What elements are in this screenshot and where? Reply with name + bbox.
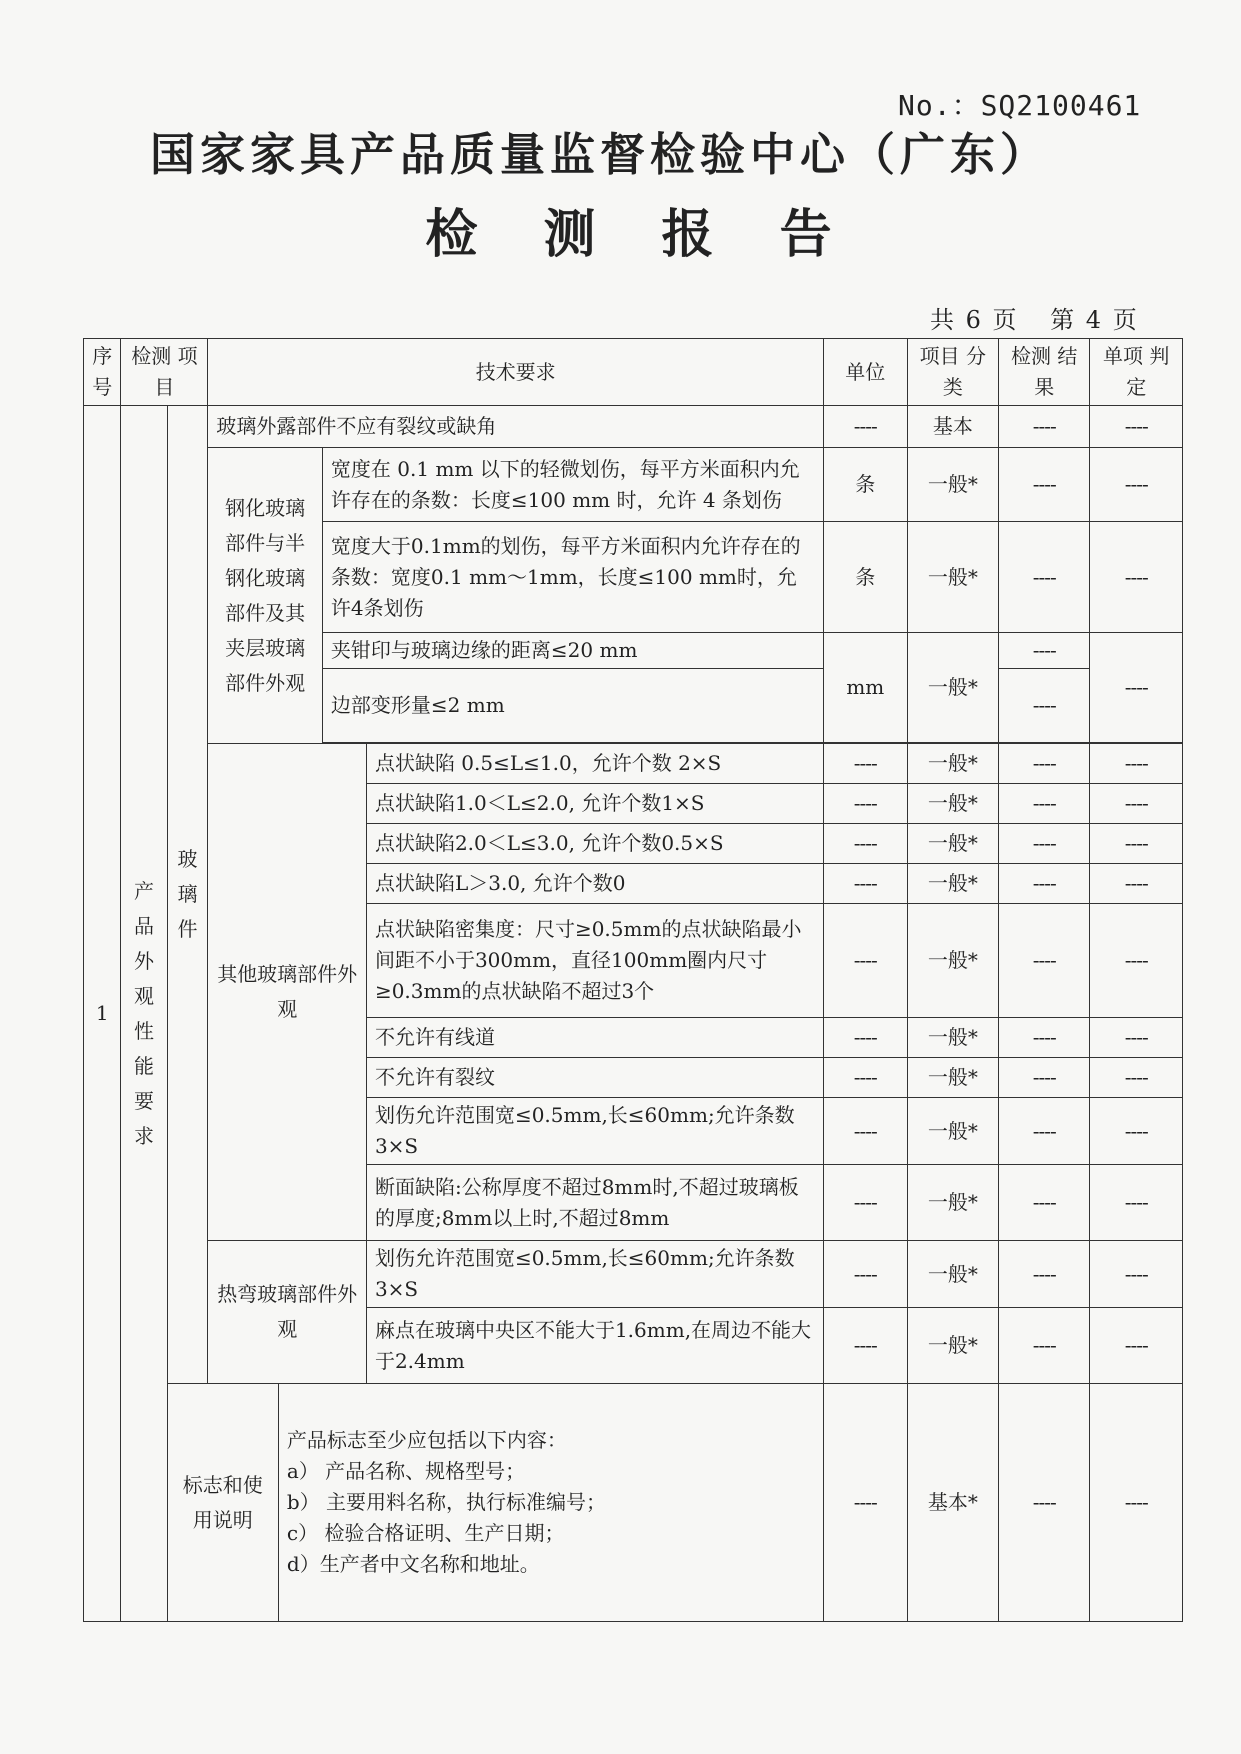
judgement-cell: ---- bbox=[1090, 864, 1183, 904]
judgement-cell: ---- bbox=[1090, 824, 1183, 864]
category-cell: 一般* bbox=[907, 1018, 998, 1058]
marking-requirement-cell bbox=[278, 1384, 823, 1622]
category-cell: 一般* bbox=[907, 744, 998, 784]
header-category: 项目 分类 bbox=[907, 339, 998, 406]
result-cell: ---- bbox=[999, 1165, 1090, 1241]
group-label: 产品外观性能要求 bbox=[121, 406, 167, 1622]
table-row bbox=[84, 406, 1183, 448]
header-requirement: 技术要求 bbox=[208, 339, 824, 406]
unit-cell: ---- bbox=[823, 784, 907, 824]
category-cell: 基本* bbox=[907, 1384, 998, 1622]
seq-cell: 1 bbox=[84, 406, 121, 1622]
header-item: 检测 项目 bbox=[121, 339, 208, 406]
header-seq: 序 号 bbox=[84, 339, 121, 406]
requirement-cell: 点状缺陷2.0＜L≤3.0, 允许个数0.5×S bbox=[366, 824, 823, 864]
judgement-cell: ---- bbox=[1090, 784, 1183, 824]
requirement-cell: 点状缺陷密集度：尺寸≥0.5mm的点状缺陷最小间距不小于300mm，直径100mm圈内尺寸≥0.3mm的点状缺陷不超过3个 bbox=[366, 904, 823, 1018]
result-cell: ---- bbox=[999, 864, 1090, 904]
category-cell: 一般* bbox=[907, 824, 998, 864]
judgement-cell: ---- bbox=[1090, 522, 1183, 633]
judgement-cell: ---- bbox=[1090, 1308, 1183, 1384]
table-row bbox=[84, 1241, 1183, 1308]
marking-label: 标志和使用说明 bbox=[167, 1384, 278, 1622]
header-judgement: 单项 判定 bbox=[1090, 339, 1183, 406]
result-cell: ---- bbox=[999, 744, 1090, 784]
judgement-cell: ---- bbox=[1090, 1018, 1183, 1058]
list-item: a） 产品名称、规格型号； bbox=[286, 1459, 526, 1483]
category-cell: 基本 bbox=[907, 406, 998, 448]
category-cell: 一般* bbox=[907, 633, 998, 743]
judgement-cell: ---- bbox=[1090, 744, 1183, 784]
result-cell: ---- bbox=[999, 1384, 1090, 1622]
table-header-row bbox=[84, 339, 1183, 406]
result-cell: ---- bbox=[999, 1308, 1090, 1384]
category-cell: 一般* bbox=[907, 448, 998, 522]
unit-cell: 条 bbox=[823, 522, 907, 633]
judgement-cell: ---- bbox=[1090, 1241, 1183, 1308]
list-item: c） 检验合格证明、生产日期； bbox=[286, 1521, 565, 1545]
unit-cell: ---- bbox=[823, 1058, 907, 1098]
result-cell: ---- bbox=[999, 784, 1090, 824]
judgement-cell: ---- bbox=[1090, 904, 1183, 1018]
requirement-cell: 宽度在 0.1 mm 以下的轻微划伤，每平方米面积内允许存在的条数：长度≤100 mm 时，允许 4 条划伤 bbox=[322, 448, 823, 522]
unit-cell: ---- bbox=[823, 1018, 907, 1058]
unit-cell: ---- bbox=[823, 1308, 907, 1384]
judgement-cell: ---- bbox=[1090, 406, 1183, 448]
header-unit: 单位 bbox=[823, 339, 907, 406]
tempered-glass-label: 钢化玻璃部件与半钢化玻璃部件及其夹层玻璃部件外观 bbox=[208, 448, 323, 744]
requirement-cell: 划伤允许范围宽≤0.5mm,长≤60mm;允许条数 3×S bbox=[366, 1241, 823, 1308]
list-item: b） 主要用料名称，执行标准编号； bbox=[286, 1490, 607, 1514]
marking-list bbox=[287, 1456, 815, 1580]
document-title: 检 测 报 告 bbox=[425, 204, 856, 265]
requirement-cell: 断面缺陷:公称厚度不超过8mm时,不超过玻璃板的厚度;8mm以上时,不超过8mm bbox=[366, 1165, 823, 1241]
result-cell: ---- bbox=[999, 406, 1090, 448]
result-cell: ---- bbox=[999, 669, 1090, 743]
result-cell: ---- bbox=[999, 448, 1090, 522]
unit-cell: ---- bbox=[823, 744, 907, 784]
marking-intro: 产品标志至少应包括以下内容： bbox=[286, 1428, 567, 1452]
unit-cell: ---- bbox=[823, 1165, 907, 1241]
requirement-cell: 夹钳印与玻璃边缘的距离≤20 mm bbox=[322, 633, 823, 669]
category-cell: 一般* bbox=[907, 784, 998, 824]
table-row bbox=[84, 1384, 1183, 1622]
category-cell: 一般* bbox=[907, 1165, 998, 1241]
unit-cell: ---- bbox=[823, 864, 907, 904]
page-info bbox=[930, 300, 1161, 335]
unit-cell: ---- bbox=[823, 1098, 907, 1165]
result-cell: ---- bbox=[999, 1058, 1090, 1098]
table-row bbox=[84, 448, 1183, 522]
category-cell: 一般* bbox=[907, 1308, 998, 1384]
page-total: 共 6 页 bbox=[930, 306, 1019, 334]
result-cell: ---- bbox=[999, 1098, 1090, 1165]
requirement-cell: 宽度大于0.1mm的划伤，每平方米面积内允许存在的条数：宽度0.1 mm～1mm，长度≤100 mm时，允许4条划伤 bbox=[322, 522, 823, 633]
result-cell: ---- bbox=[999, 522, 1090, 633]
inspection-table bbox=[83, 338, 1183, 1622]
header-result: 检测 结果 bbox=[999, 339, 1090, 406]
table-row bbox=[84, 744, 1183, 784]
judgement-cell: ---- bbox=[1090, 1384, 1183, 1622]
page-current: 第 4 页 bbox=[1050, 306, 1139, 334]
requirement-cell: 麻点在玻璃中央区不能大于1.6mm,在周边不能大于2.4mm bbox=[366, 1308, 823, 1384]
category-cell: 一般* bbox=[907, 904, 998, 1018]
category-cell: 一般* bbox=[907, 1241, 998, 1308]
requirement-cell: 边部变形量≤2 mm bbox=[322, 669, 823, 743]
result-cell: ---- bbox=[999, 1241, 1090, 1308]
bent-glass-label: 热弯玻璃部件外观 bbox=[208, 1241, 367, 1384]
unit-cell: ---- bbox=[823, 824, 907, 864]
list-item: d）生产者中文名称和地址。 bbox=[286, 1552, 540, 1576]
other-glass-label: 其他玻璃部件外观 bbox=[208, 744, 367, 1241]
report-number: No.：SQ2100461 bbox=[898, 89, 1142, 122]
result-cell: ---- bbox=[999, 904, 1090, 1018]
category-cell: 一般* bbox=[907, 1058, 998, 1098]
requirement-cell: 不允许有线道 bbox=[366, 1018, 823, 1058]
glass-label: 玻璃件 bbox=[167, 406, 208, 1384]
requirement-cell: 不允许有裂纹 bbox=[366, 1058, 823, 1098]
result-cell: ---- bbox=[999, 633, 1090, 669]
category-cell: 一般* bbox=[907, 864, 998, 904]
judgement-cell: ---- bbox=[1090, 1058, 1183, 1098]
judgement-cell: ---- bbox=[1090, 633, 1183, 743]
requirement-cell: 玻璃外露部件不应有裂纹或缺角 bbox=[208, 406, 824, 448]
unit-cell: ---- bbox=[823, 1241, 907, 1308]
unit-cell: mm bbox=[823, 633, 907, 743]
requirement-cell: 划伤允许范围宽≤0.5mm,长≤60mm;允许条数3×S bbox=[366, 1098, 823, 1165]
requirement-cell: 点状缺陷 0.5≤L≤1.0，允许个数 2×S bbox=[366, 744, 823, 784]
result-cell: ---- bbox=[999, 824, 1090, 864]
judgement-cell: ---- bbox=[1090, 448, 1183, 522]
unit-cell: 条 bbox=[823, 448, 907, 522]
judgement-cell: ---- bbox=[1090, 1165, 1183, 1241]
result-cell: ---- bbox=[999, 1018, 1090, 1058]
judgement-cell: ---- bbox=[1090, 1098, 1183, 1165]
unit-cell: ---- bbox=[823, 904, 907, 1018]
organization-title: 国家家具产品质量监督检验中心（广东） bbox=[150, 128, 1051, 181]
requirement-cell: 点状缺陷1.0＜L≤2.0, 允许个数1×S bbox=[366, 784, 823, 824]
requirement-cell: 点状缺陷L＞3.0, 允许个数0 bbox=[366, 864, 823, 904]
unit-cell: ---- bbox=[823, 1384, 907, 1622]
category-cell: 一般* bbox=[907, 522, 998, 633]
category-cell: 一般* bbox=[907, 1098, 998, 1165]
unit-cell: ---- bbox=[823, 406, 907, 448]
